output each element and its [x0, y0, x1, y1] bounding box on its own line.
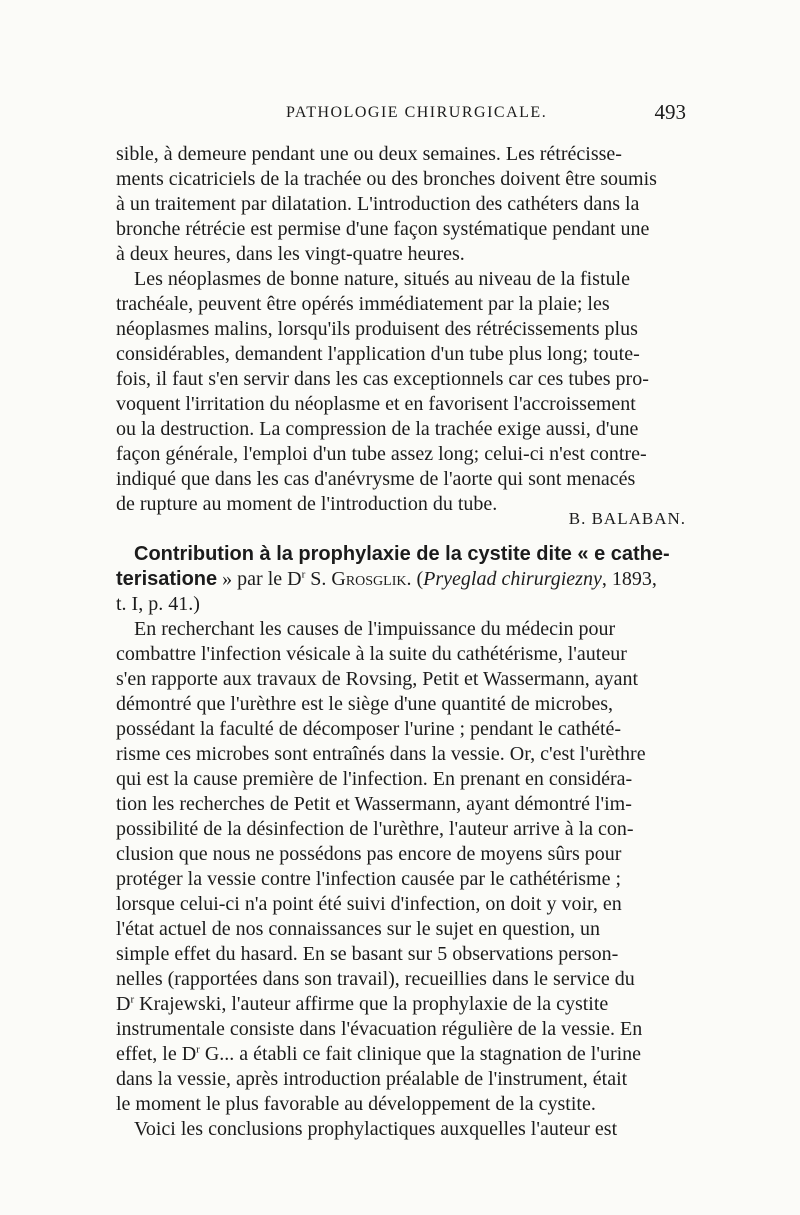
citation-sup: r — [301, 568, 306, 581]
text-line — [116, 1041, 686, 1067]
article-citation — [116, 566, 686, 592]
text-line: le moment le plus favorable au développement de la cystite. — [116, 1093, 596, 1115]
text-line: voquent l'irritation du néoplasme et en favorisent l'accroissement — [116, 393, 636, 415]
text-line: protéger la vessie contre l'infection causée par le cathétérisme ; — [116, 868, 622, 890]
text-line: lorsque celui-ci n'a point été suivi d'infection, on doit y voir, en — [116, 893, 622, 915]
page-number: 493 — [654, 100, 686, 124]
running-title: PATHOLOGIE CHIRURGICALE. — [286, 104, 548, 121]
text-line: qui est la cause première de l'infection. En prenant en considéra- — [116, 768, 633, 790]
text-line: Les néoplasmes de bonne nature, situés au niveau de la fistule — [134, 268, 630, 290]
citation-text: , 1893, — [601, 568, 657, 590]
text-line: risme ces microbes sont entraînés dans la vessie. Or, c'est l'urèthre — [116, 743, 646, 765]
text-sup: r — [196, 1043, 200, 1056]
text-fragment: G... a établi ce fait clinique que la stagnation de l'urine — [199, 1043, 642, 1065]
citation-text: S. — [305, 568, 332, 590]
citation-journal: Pryeglad chirurgiezny — [423, 568, 602, 590]
citation-text: ( — [411, 568, 424, 590]
text-line: combattre l'infection vésicale à la suite du cathétérisme, l'auteur — [116, 643, 627, 665]
text-line: simple effet du hasard. En se basant sur 5 observations person- — [116, 943, 619, 965]
article-title-bold: Contribution à la prophylaxie de la cystite dite « e cathe- — [134, 543, 670, 565]
text-line: Voici les conclusions prophylactiques auxquelles l'auteur est — [134, 1118, 618, 1140]
article-title — [134, 541, 686, 567]
text-line: instrumentale consiste dans l'évacuation régulière de la vessie. En — [116, 1018, 643, 1040]
text-line: à un traitement par dilatation. L'introduction des cathéters dans la — [116, 193, 640, 215]
text-line: ments cicatriciels de la trachée ou des bronches doivent être soumis — [116, 168, 657, 190]
article-title-bold-end: terisatione — [116, 568, 218, 590]
citation-author: Grosglik. — [331, 568, 412, 590]
text-line: sible, à demeure pendant une ou deux semaines. Les rétrécisse- — [116, 143, 622, 165]
citation-volume: t. I, p. 41.) — [116, 593, 200, 615]
text-line: dans la vessie, après introduction préalable de l'instrument, était — [116, 1068, 628, 1090]
text-line: clusion que nous ne possédons pas encore de moyens sûrs pour — [116, 843, 622, 865]
text-line: néoplasmes malins, lorsqu'ils produisent des rétrécissements plus — [116, 318, 638, 340]
text-line: possibilité de la désinfection de l'urèthre, l'auteur arrive à la con- — [116, 818, 634, 840]
author-signature: B. BALABAN. — [568, 509, 686, 528]
text-line: possédant la faculté de décomposer l'urine ; pendant le cathété- — [116, 718, 622, 740]
text-line: bronche rétrécie est permise d'une façon systématique pendant une — [116, 218, 650, 240]
text-fragment: D — [116, 993, 131, 1015]
text-line: démontré que l'urèthre est le siège d'une quantité de microbes, — [116, 693, 614, 715]
citation-text: » par le D — [217, 568, 302, 590]
text-line: indiqué que dans les cas d'anévrysme de l'aorte qui sont menacés — [116, 468, 636, 490]
page-header — [116, 100, 686, 130]
text-line: façon générale, l'emploi d'un tube assez long; celui-ci n'est contre- — [116, 443, 647, 465]
text-sup: r — [130, 993, 135, 1006]
text-line: En recherchant les causes de l'impuissance du médecin pour — [134, 618, 616, 640]
text-line: tion les recherches de Petit et Wassermann, ayant démontré l'im- — [116, 793, 632, 815]
text-fragment: effet, le D — [116, 1043, 197, 1065]
text-line — [116, 991, 686, 1017]
text-line: à deux heures, dans les vingt-quatre heures. — [116, 243, 465, 265]
text-line: l'état actuel de nos connaissances sur le sujet en question, un — [116, 918, 601, 940]
text-line: fois, il faut s'en servir dans les cas exceptionnels car ces tubes pro- — [116, 368, 649, 390]
text-line: considérables, demandent l'application d'un tube plus long; toute- — [116, 343, 640, 365]
text-fragment: Krajewski, l'auteur affirme que la prophylaxie de la cystite — [134, 993, 609, 1015]
text-line: trachéale, peuvent être opérés immédiatement par la plaie; les — [116, 293, 610, 315]
text-line: s'en rapporte aux travaux de Rovsing, Petit et Wassermann, ayant — [116, 668, 639, 690]
text-line: nelles (rapportées dans son travail), recueillies dans le service du — [116, 968, 635, 990]
text-line: de rupture au moment de l'introduction du tube. — [116, 493, 498, 515]
text-line: ou la destruction. La compression de la trachée exige aussi, d'une — [116, 418, 639, 440]
